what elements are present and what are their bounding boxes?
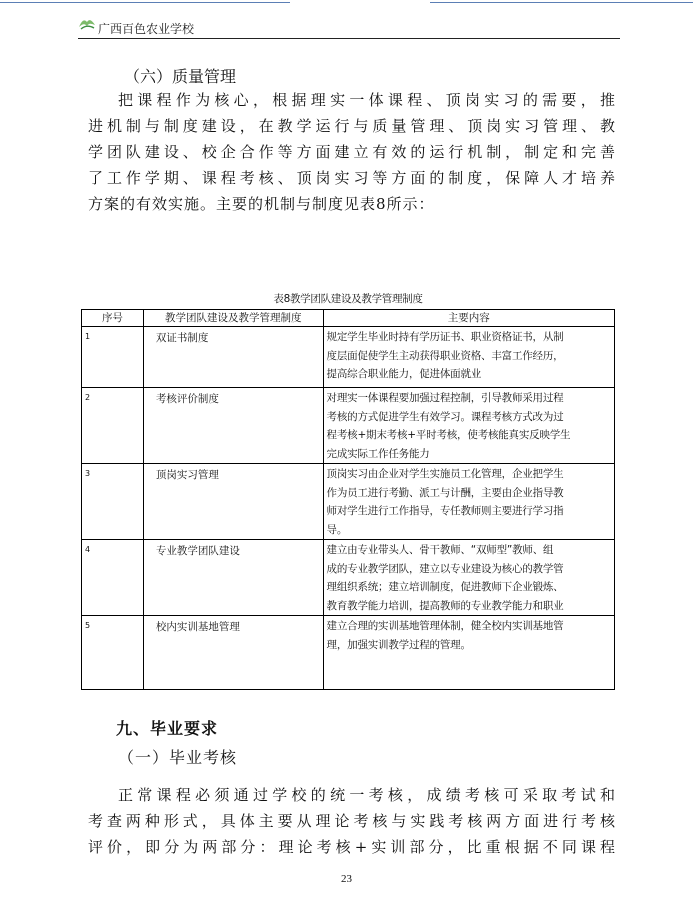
row-number: 2: [82, 388, 144, 464]
row-number: 5: [82, 616, 144, 690]
content-line: 成的专业教学团队，建立以专业建设为核心的教学管: [326, 562, 564, 575]
school-name: 广西百色农业学校: [98, 22, 195, 36]
row-system: 考核评价制度: [143, 388, 323, 464]
section-heading-graduation: 九、毕业要求: [116, 719, 219, 738]
row-content: [323, 616, 614, 690]
paragraph-line: 进机制与制度建设，在教学运行与质量管理、顶岗实习管理、教: [88, 117, 616, 135]
table-row: [82, 616, 615, 690]
content-line: 提高综合职业能力，促进体面就业: [326, 368, 482, 380]
table-caption: 表8教学团队建设及教学管理制度: [273, 293, 423, 305]
quality-paragraph: [88, 87, 616, 217]
row-system: 校内实训基地管理: [143, 616, 323, 690]
header-index: 序号: [82, 310, 144, 327]
content-line: 建立合理的实训基地管理体制，健全校内实训基地管: [326, 620, 564, 632]
content-line: 理组织系统；建立培训制度，促进教师下企业锻炼、: [326, 581, 564, 593]
top-edge-line-left: [0, 2, 290, 3]
table-row: [82, 388, 615, 464]
content-line: 作为员工进行考勤、派工与计酬，主要由企业指导教: [326, 486, 564, 499]
content-line: 度层面促使学生主动获得职业资格、丰富工作经历，: [326, 349, 564, 362]
paragraph-line: 评价，即分为两部分：理论考核+实训部分，比重根据不同课程: [88, 838, 616, 856]
row-content: [323, 327, 614, 388]
top-edge-line-right: [430, 2, 693, 3]
row-content: [323, 540, 614, 616]
paragraph-line: 方案的有效实施。主要的机制与制度见表8所示：: [88, 195, 435, 213]
paragraph-line: 考查两种形式，具体主要从理论考核与实践考核两方面进行考核: [88, 812, 616, 830]
paragraph-line: 了工作学期、课程考核、顶岗实习等方面的制度，保障人才培养: [88, 169, 616, 187]
content-line: 考核的方式促进学生有效学习。课程考核方式改为过: [326, 410, 564, 423]
content-line: 规定学生毕业时持有学历证书、职业资格证书，从制: [326, 331, 564, 343]
row-system: 顶岗实习管理: [143, 464, 323, 540]
row-number: 4: [82, 540, 144, 616]
graduation-paragraph: [88, 782, 616, 860]
row-system: 专业教学团队建设: [143, 540, 323, 616]
content-line: 建立由专业带头人、骨干教师、“双师型”教师、组: [326, 544, 554, 556]
paragraph-line: 把课程作为核心，根据理实一体课程、顶岗实习的需要，推: [118, 91, 616, 109]
table-row: [82, 540, 615, 616]
management-system-table: [81, 309, 615, 690]
row-number: 1: [82, 327, 144, 388]
table-header-row: [82, 310, 615, 327]
page-header: [78, 14, 620, 39]
row-content: [323, 464, 614, 540]
paragraph-line: 学团队建设、校企合作等方面建立有效的运行机制，制定和完善: [88, 143, 616, 161]
content-line: 完成实际工作任务能力: [326, 447, 430, 460]
content-line: 理，加强实训教学过程的管理。: [326, 638, 471, 651]
section-heading-quality: （六）质量管理: [124, 67, 237, 86]
subheading-graduation-assessment: （一）毕业考核: [118, 748, 238, 767]
row-number: 3: [82, 464, 144, 540]
content-line: 对理实一体课程要加强过程控制，引导教师采用过程: [326, 392, 564, 404]
table-row: [82, 464, 615, 540]
content-line: 师对学生进行工作指导，专任教师则主要进行学习指: [326, 505, 564, 517]
row-system: 双证书制度: [143, 327, 323, 388]
content-line: 导。: [326, 523, 348, 536]
row-content: [323, 388, 614, 464]
header-system: 教学团队建设及教学管理制度: [143, 310, 323, 327]
header-content: 主要内容: [323, 310, 614, 327]
school-logo-icon: [78, 14, 96, 36]
paragraph-line: 正常课程必须通过学校的统一考核，成绩考核可采取考试和: [118, 786, 616, 804]
content-line: 顶岗实习由企业对学生实施员工化管理，企业把学生: [326, 468, 564, 480]
content-line: 程考核+期末考核+平时考核，使考核能真实反映学生: [326, 429, 571, 441]
content-line: 教育教学能力培训，提高教师的专业教学能力和职业: [326, 599, 564, 612]
page-number: 23: [341, 873, 352, 885]
table-row: [82, 327, 615, 388]
